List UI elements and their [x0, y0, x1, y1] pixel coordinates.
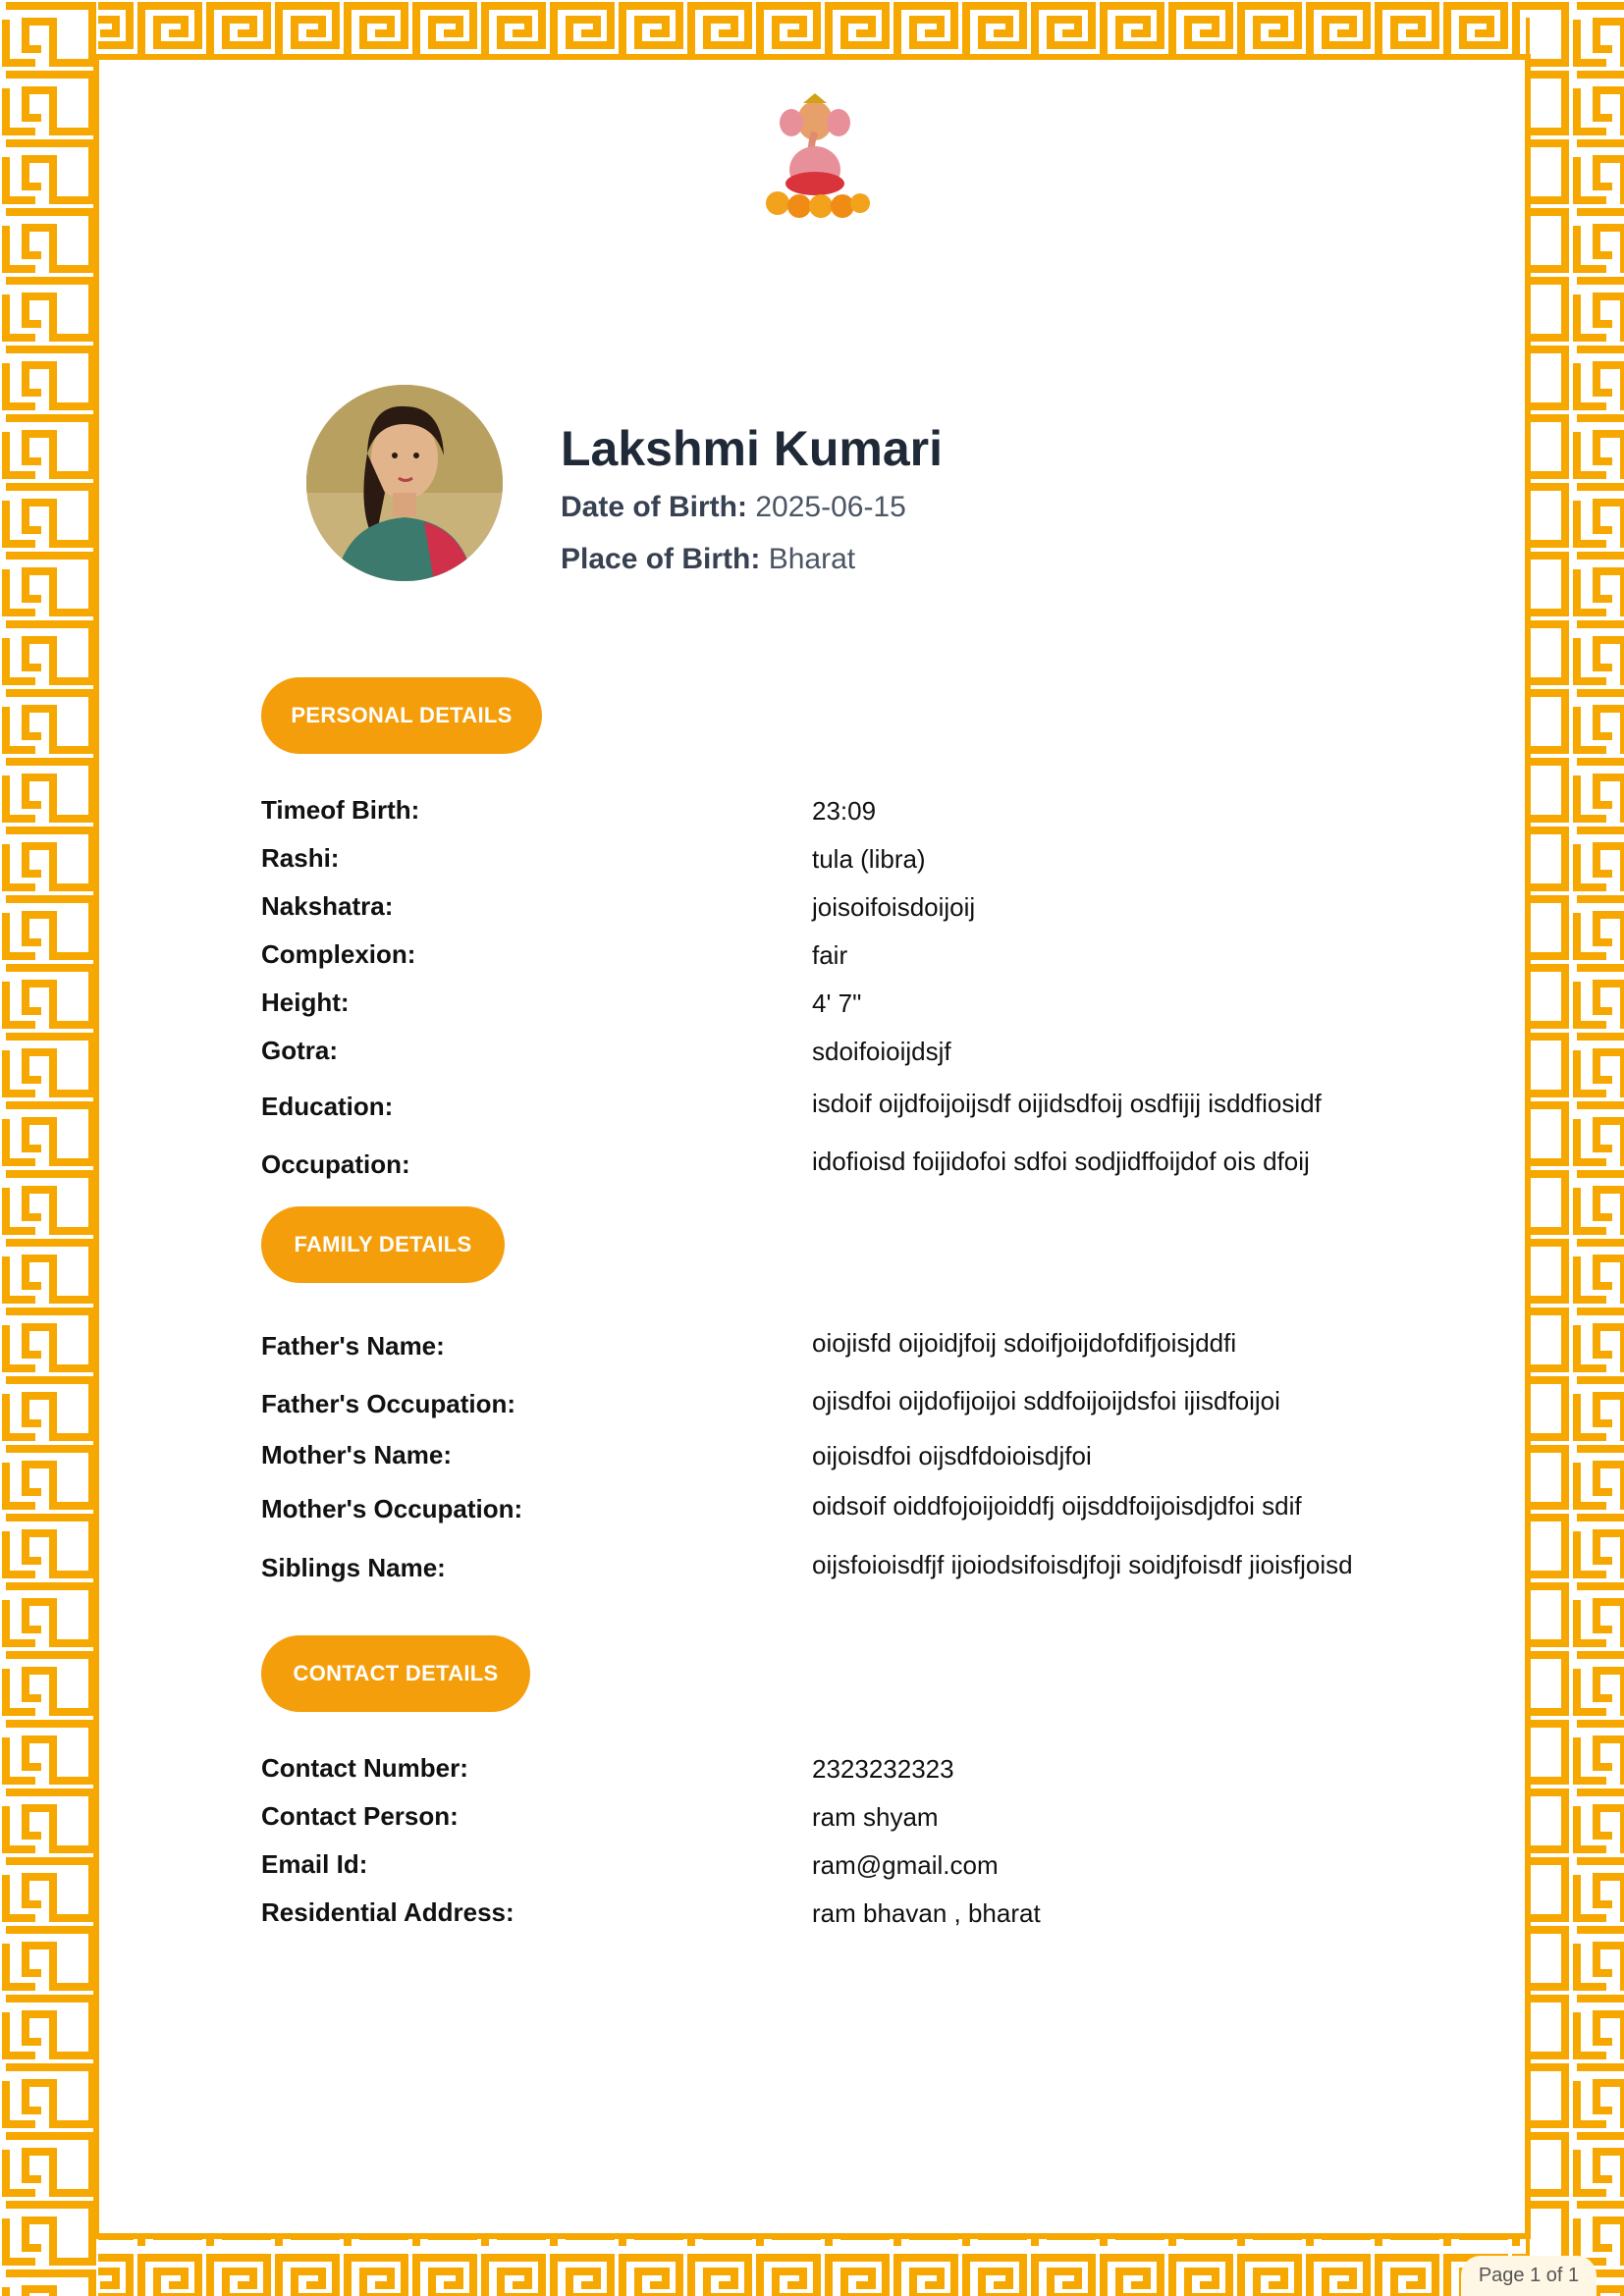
ganesha-icon: [756, 93, 874, 221]
detail-value: fair: [812, 940, 848, 970]
detail-label: Occupation:: [261, 1149, 410, 1179]
section-family-details: FAMILY DETAILS: [261, 1206, 505, 1283]
detail-value: ram bhavan , bharat: [812, 1898, 1041, 1928]
detail-value: 2323232323: [812, 1754, 954, 1784]
dob-value: 2025-06-15: [755, 491, 906, 523]
detail-label: Gotra:: [261, 1036, 338, 1065]
detail-value: oijsfoioisdfjf ijoiodsifoisdjfoji soidjfoisdf jioisfjoisd: [812, 1550, 1353, 1579]
place-of-birth: [561, 543, 855, 576]
detail-label: Father's Name:: [261, 1331, 445, 1361]
profile-name: Lakshmi Kumari: [561, 421, 944, 476]
detail-label: Siblings Name:: [261, 1553, 446, 1582]
dob-label: Date of Birth:: [561, 491, 747, 523]
detail-value: oidsoif oiddfojoijoiddfj oijsddfoijoisdjdfoi sdif: [812, 1491, 1302, 1521]
detail-value: isdoif oijdfoijoijsdf oijidsdfoij osdfijij isddfiosidf: [812, 1089, 1322, 1118]
detail-value: oijoisdfoi oijsdfdoioisdjfoi: [812, 1441, 1092, 1470]
detail-value: sdoifoioijdsjf: [812, 1037, 951, 1066]
detail-value: 23:09: [812, 796, 877, 826]
detail-label: Rashi:: [261, 843, 340, 873]
pob-value: Bharat: [768, 543, 856, 575]
detail-value: joisoifoisdoijoij: [812, 892, 976, 922]
detail-label: Height:: [261, 988, 350, 1017]
detail-label: Education:: [261, 1092, 394, 1121]
detail-value: idofioisd foijidofoi sdfoi sodjidffoijdof ois dfoij: [812, 1147, 1310, 1176]
section-personal-details: PERSONAL DETAILS: [261, 677, 542, 754]
date-of-birth: [561, 491, 906, 524]
detail-label: Mother's Occupation:: [261, 1494, 523, 1523]
detail-value: ram@gmail.com: [812, 1850, 999, 1880]
detail-value: oiojisfd oijoidjfoij sdoifjoijdofdifjoisjddfi: [812, 1328, 1237, 1358]
detail-label: Nakshatra:: [261, 891, 394, 921]
detail-label: Timeof Birth:: [261, 795, 420, 825]
detail-label: Complexion:: [261, 939, 416, 969]
detail-label: Residential Address:: [261, 1897, 514, 1927]
detail-value: 4' 7": [812, 988, 862, 1018]
section-contact-details: CONTACT DETAILS: [261, 1635, 530, 1712]
detail-label: Mother's Name:: [261, 1440, 452, 1469]
detail-value: tula (libra): [812, 844, 926, 874]
detail-label: Contact Person:: [261, 1801, 459, 1831]
profile-photo: [306, 385, 503, 581]
page-number: Page 1 of 1: [1461, 2256, 1597, 2296]
pob-label: Place of Birth:: [561, 543, 761, 575]
detail-label: Contact Number:: [261, 1753, 468, 1783]
detail-label: Email Id:: [261, 1849, 368, 1879]
detail-value: ojisdfoi oijdofijoijoi sddfoijoijdsfoi ijisdfoijoi: [812, 1386, 1280, 1415]
detail-value: ram shyam: [812, 1802, 939, 1832]
detail-label: Father's Occupation:: [261, 1389, 515, 1418]
